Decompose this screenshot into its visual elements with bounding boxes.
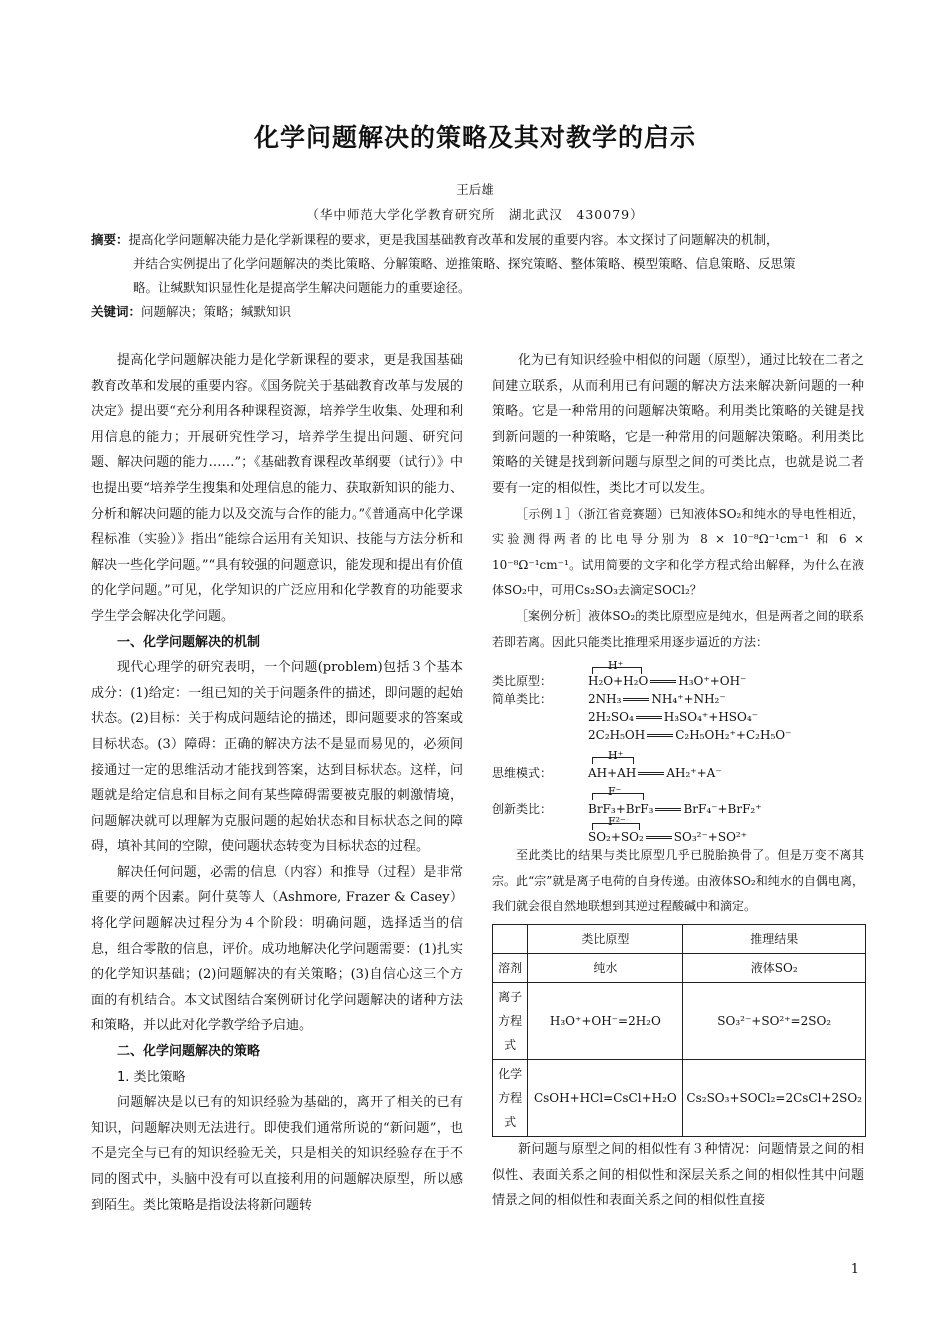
proton-label: H⁺ xyxy=(608,749,624,763)
table-cell: CsOH+HCl=CsCl+H₂O xyxy=(528,1059,683,1136)
keywords xyxy=(91,300,861,324)
table-row xyxy=(493,1059,866,1136)
case-analysis: ［案例分析］液体SO₂的类比原型应是纯水，但是两者之间的联系若即若离。因此只能类比推理采用逐步逼近的方法： xyxy=(492,608,864,649)
equation-lhs: SO₂+SO₂ xyxy=(588,830,644,845)
equation-rhs: H₃SO₄⁺+HSO₄⁻ xyxy=(663,710,758,725)
keywords-label: 关键词： xyxy=(91,304,142,319)
table-header: 类比原型 xyxy=(528,924,683,953)
table-cell: SO₃²⁻+SO²⁺=2SO₂ xyxy=(683,982,866,1059)
table-cell: 化学方程式 xyxy=(493,1059,528,1136)
section-heading: 二、化学问题解决的策略 xyxy=(117,1044,261,1060)
equation-lhs: 2H₂SO₄ xyxy=(588,710,634,725)
equilibrium-arrow xyxy=(647,734,673,737)
affiliation: （华中师范大学化学教育研究所 湖北武汉 430079） xyxy=(306,207,644,222)
abstract-line-2: 并结合实例提出了化学问题解决的类比策略、分解策略、逆推策略、探究策略、整体策略、模型策略、信息策略、反思策 xyxy=(133,256,796,271)
paragraph: 新问题与原型之间的相似性有３种情况：问题情景之间的相似性、表面关系之间的相似性和深层关系之间的相似性其中问题情景之间的相似性和表面关系之间的相似性直接 xyxy=(492,1141,864,1209)
comparison-table xyxy=(492,924,866,1137)
table-header-row xyxy=(493,924,866,953)
equation-row xyxy=(492,761,722,787)
equilibrium-arrow xyxy=(623,698,649,701)
subsection-heading: 1. 类比策略 xyxy=(117,1069,186,1085)
equation-rhs: AH₂⁺+A⁻ xyxy=(666,766,722,781)
equation-lhs: 2C₂H₅OH xyxy=(588,728,646,743)
equation-lhs: H₂O+H₂O xyxy=(588,674,649,689)
abstract xyxy=(91,228,861,300)
equation-lhs: AH+AH xyxy=(588,766,637,781)
paragraph: 提高化学问题解决能力是化学新课程的要求，更是我国基础教育改革和发展的重要内容。《国务院关于基础教育改革与发展的决定》提出要“充分利用各种课程资源，培养学生收集、处理和利用信息的能力；开展研究性学习，培养学生提出问题、研究问题、解决问题的能力……”；《基础教育课程改革纲要（试行）》中也提出要“培养学生搜集和处理信息的能力、获取新知识的能力、分析和解决问题的能力以及交流与合作的能力。”《普通高中化学课程标准（实验）》指出“能综合运用有关知识、技能与方法分析和解决一些化学问题。”“具有较强的问题意识，能发现和提出有价值的化学问题。”可见，化学知识的广泛应用和化学教育的功能要求学生学会解决化学问题。 xyxy=(91,353,463,624)
table-row xyxy=(493,982,866,1059)
equation-rhs: C₂H₅OH₂⁺+C₂H₅O⁻ xyxy=(675,728,792,743)
equation-row xyxy=(492,825,747,851)
paragraph: 至此类比的结果与类比原型几乎已脱胎换骨了。但是万变不离其宗。此“宗”就是离子电荷的自身传递。由液体SO₂和纯水的自偶电离，我们就会很自然地联想到其逆过程酸碱中和滴定。 xyxy=(492,848,864,914)
author: 王后雄 xyxy=(456,182,494,197)
equation-rhs: SO₃²⁻+SO²⁺ xyxy=(673,830,748,845)
table-cell: H₃O⁺+OH⁻=2H₂O xyxy=(528,982,683,1059)
abstract-line-1: 提高化学问题解决能力是化学新课程的要求，更是我国基础教育改革和发展的重要内容。本文探讨了问题解决的机制， xyxy=(128,232,779,247)
equilibrium-arrow xyxy=(650,680,676,683)
equation-label: 简单类比： xyxy=(492,692,553,707)
equilibrium-arrow xyxy=(646,836,672,839)
proton-label: H⁺ xyxy=(608,659,624,673)
equation-rhs: BrF₄⁻+BrF₂⁺ xyxy=(683,802,762,817)
page-number: 1 xyxy=(850,1262,859,1277)
right-column xyxy=(492,348,864,1214)
equation-row xyxy=(492,723,791,749)
fluoride-label: F⁻ xyxy=(608,785,622,799)
equation-block xyxy=(492,657,864,843)
equation-label: 思维模式： xyxy=(492,766,553,781)
abstract-line-3: 略。让缄默知识显性化是提高学生解决问题能力的重要途径。 xyxy=(133,280,471,295)
table-row xyxy=(493,953,866,982)
equation-rhs: H₃O⁺+OH⁻ xyxy=(678,674,747,689)
equilibrium-arrow xyxy=(636,716,662,719)
table-cell: 溶剂 xyxy=(493,953,528,982)
paragraph: 现代心理学的研究表明，一个问题(problem)包括３个基本成分：(1)给定：一组已知的关于问题条件的描述，即问题的起始状态。(2)目标：关于构成问题结论的描述，即问题要求的答案或目标状态。(3）障碍：正确的解决方法不是显而易见的，必须间接通过一定的思维活动才能找到答案，达到目标状态。这样，问题就是给定信息和目标之间有某些障碍需要被克服的刺激情境，问题解决就可以理解为克服问题的起始状态和目标状态之间的障碍，填补其间的空隙，使问题状态转变为目标状态的过程。 xyxy=(91,660,463,855)
table-cell: Cs₂SO₃+SOCl₂=2CsCl+2SO₂ xyxy=(683,1059,866,1136)
equation-label: 创新类比： xyxy=(492,802,553,817)
equation-lhs: 2NH₃ xyxy=(588,692,622,707)
example-1: ［示例１］（浙江省竞赛题）已知液体SO₂和纯水的导电性相近，实验测得两者的比电导分别为 8 × 10⁻⁸Ω⁻¹cm⁻¹ 和 6 × 10⁻⁸Ω⁻¹cm⁻¹。试用简要的文字和化学方程式给出解释，为什么在液体SO₂中，可用Cs₂SO₃去滴定SOCl₂？ xyxy=(492,506,864,598)
equation-label: 类比原型： xyxy=(492,674,553,689)
equilibrium-arrow xyxy=(655,808,681,811)
paragraph: 问题解决是以已有的知识经验为基础的，离开了相关的已有知识，问题解决则无法进行。即使我们通常所说的“新问题”，也不是完全与已有的知识经验无关，只是相关的知识经验存在于不同的图式中，头脑中没有可以直接利用的问题解决原型，所以感到陌生。类比策略是指设法将新问题转 xyxy=(91,1095,463,1213)
paper-title: 化学问题解决的策略及其对教学的启示 xyxy=(253,123,696,152)
equation-row xyxy=(492,797,762,823)
oxide-label: F²⁻ xyxy=(608,815,626,829)
paragraph: 解决任何问题，必需的信息（内容）和推导（过程）是非常重要的两个因素。阿什莫等人（Ashmore, Frazer & Casey）将化学问题解决过程分为４个阶段：明确问题，选择适当的信息，组合零散的信息，评价。成功地解决化学问题需要：(1)扎实的化学知识基础；(2)问题解决的有关策略；(3)自信心这三个方面的有机结合。本文试图结合案例研讨化学问题解决的诸种方法和策略，并以此对化学教学给予启迪。 xyxy=(91,864,463,1034)
abstract-label: 摘要： xyxy=(91,232,129,247)
table-cell: 离子方程式 xyxy=(493,982,528,1059)
keywords-text: 问题解决；策略；缄默知识 xyxy=(141,304,292,319)
equilibrium-arrow xyxy=(638,772,664,775)
paragraph: 化为已有知识经验中相似的问题（原型），通过比较在二者之间建立联系，从而利用已有问题的解决方法来解决新问题的一种策略。它是一种常用的问题解决策略。利用类比策略的关键是找到新问题的一种策略，它是一种常用的问题解决策略。利用类比策略的关键是找到新问题与原型之间的可类比点，也就是说二者要有一定的相似性，类比才可以发生。 xyxy=(492,353,864,496)
equation-rhs: NH₄⁺+NH₂⁻ xyxy=(651,692,726,707)
table-cell: 液体SO₂ xyxy=(683,953,866,982)
table-header: 推理结果 xyxy=(683,924,866,953)
section-heading: 一、化学问题解决的机制 xyxy=(117,634,261,650)
left-column xyxy=(91,348,463,1218)
equation-lhs: BrF₃+BrF₃ xyxy=(588,802,654,817)
table-cell: 纯水 xyxy=(528,953,683,982)
